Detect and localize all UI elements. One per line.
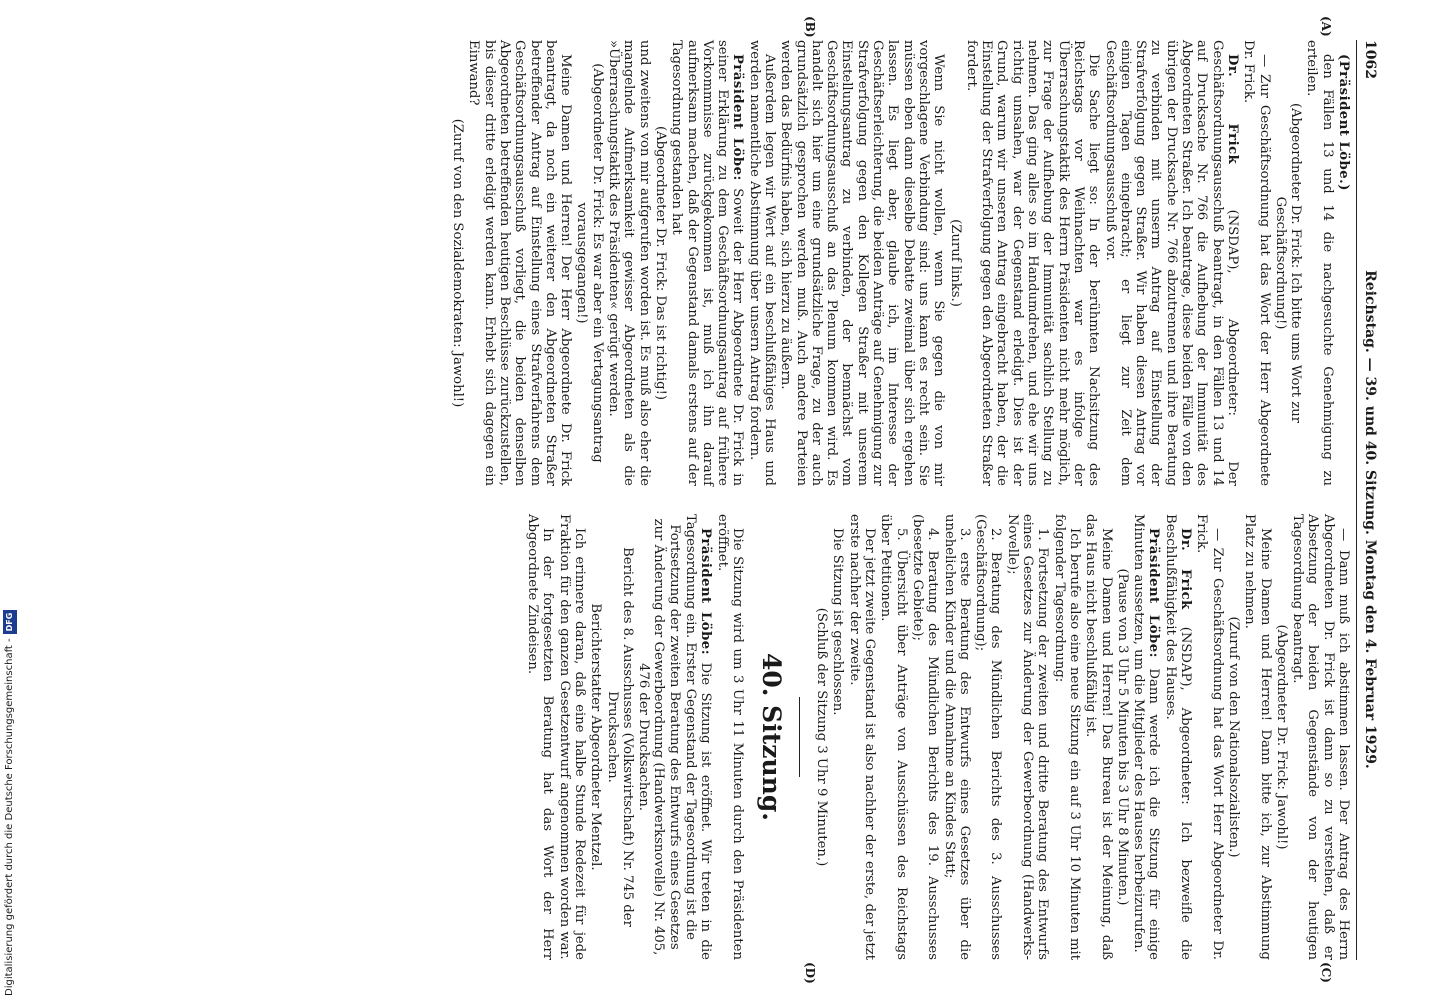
right-column-paragraph: Die Sitzung ist geschlossen.: [830, 528, 846, 716]
document-content: [137, 16, 1378, 984]
running-head-title: Reichstag. — 39. und 40. Sitzung. Montag den 4. Februar 1929.: [1362, 270, 1378, 769]
interjection: (Schluß der Sitzung 3 Uhr 9 Minuten.): [814, 607, 830, 867]
right-column-paragraph: Ich erinnere daran, daß eine halbe Stunde Redezeit für jede Fraktion für den ganzen Gesetzentwurf angenommen worden war.: [556, 514, 587, 960]
left-column-paragraph: Die Sache liegt so: In der berühmten Nachsitzung des Reichstags vor Weihnachten war es infolge der Überraschungstaktik des Herrn Präsidenten nicht mehr möglich, zur Frage der Aufhebung der Immunität sachlich Stellung zu nehmen. Das ging alles so im Handumdrehen, und ehe wir uns richtig umsahen, war der Gegenstand erledigt. Dies ist der Grund, warum wir unseren Antrag eingebracht haben, der die Einstellung der Strafverfolgung gegen den Abgeordneten Straßer fordert.: [963, 40, 1102, 486]
agenda-item: 3. erste Beratung des Entwurfs eines Gesetzes über die unehelichen Kinder und die Annahme an Kindes Statt;: [941, 514, 972, 960]
left-column-paragraph: Wenn Sie nicht wollen, wenn Sie gegen die von mir vorgeschlagene Verbindung sind: uns kann es recht sein. Sie müssen eben dann dieselbe Debatte zweimal über sich ergehen lassen. Es liegt aber, glaube ich, im Interesse der Geschäftserleichterung, die beiden Anträge auf Genehmigung zur Strafverfolgung gegen den Kollegen Straßer mit unserem Einstellungsantrag zu verbinden, der bemnächst vom Geschäftsordnungsausschuß an das Plenum kommen wird. Es handelt sich hier um eine grundsätzliche Frage, zu der auch grundsätzlich gesprochen werden muß. Auch andere Parteien werden das Bedürfnis haben, sich hierzu zu äußern.: [778, 40, 947, 486]
left-column-paragraph: — Zur Geschäftsordnung hat das Wort der Herr Abgeordnete Dr. Frick.: [1241, 40, 1272, 486]
interjection: (Zuruf von den Sozialdemokraten: Jawohl!): [450, 118, 466, 408]
margin-mark-b: (B): [803, 16, 817, 38]
interjection: (Abgeordneter Dr. Frick: Es war aber ein Vertagungsantrag vorausgegangen!): [574, 63, 605, 463]
left-column: [151, 40, 1351, 486]
speech-text: (NSDAP), Abgeordneter: Ich bezweifle die Beschlußfähigkeit des Hauses.: [1162, 514, 1194, 960]
right-column-paragraph: Meine Damen und Herren! Das Bureau ist der Meinung, daß das Haus nicht beschlußfähig ist.: [1083, 514, 1114, 960]
running-head: [1356, 40, 1377, 960]
right-column-paragraph: Meine Damen und Herren! Dann bitte ich, zur Abstimmung Platz zu nehmen.: [1242, 514, 1273, 960]
speech-paragraph: [1102, 40, 1240, 486]
speaker-name: Präsident Löbe:: [730, 54, 746, 181]
right-column-paragraph: Ich berufe also eine neue Sitzung ein auf 3 Uhr 10 Minuten mit folgender Tagesordnung:: [1051, 514, 1082, 960]
left-column-paragraph: Meine Damen und Herren! Der Herr Abgeordnete Dr. Frick beantragt, da noch ein weiterer den Abgeordneten Straßer betreffender Antrag auf Einstellung eines Strafverfahrens dem Geschäftsordnungsausschuß vorliegt, die beiden denselben Abgeordneten betreffenden heutigen Beschlüsse zurückzustellen, bis dieser dritte erledigt werden kann. Erhebt sich dagegen ein Einwand?: [466, 40, 574, 486]
interjection: Berichterstatter Abgeordneter Mentzel.: [588, 603, 604, 871]
speech-text: Dann werde ich die Sitzung für einige Minuten aussetzen, um die Mitglieder des Hauses herbeizurufen.: [1131, 514, 1162, 960]
interjection: Bericht des 8. Ausschusses (Volkswirtschaft) Nr. 745 der Drucksachen.: [604, 547, 635, 927]
speech-paragraph: [1162, 514, 1193, 960]
interjection: (Abgeordneter Dr. Frick: Ich bitte ums Wort zur Geschäftsordnung!): [1272, 102, 1304, 424]
section-divider: [799, 697, 800, 777]
dfg-logo: DFG: [3, 610, 17, 635]
agenda-item: 4. Beratung des Mündlichen Berichts des 19. Ausschusses (besetzte Gebiete);: [909, 514, 941, 960]
speaker-name: (Präsident Löbe.): [1336, 54, 1351, 191]
interjection: (Pause von 3 Uhr 5 Minuten bis 3 Uhr 8 Minuten.): [1114, 568, 1130, 906]
rotated-document-page: [117, 16, 1378, 984]
digitization-footer: [2, 606, 18, 996]
margin-mark-d: (D): [803, 962, 817, 984]
left-column-paragraph: den Fällen 13 und 14 die nachgesuchte Genehmigung zu erteilen.: [1304, 40, 1335, 486]
footer-credit-text: Digitalisierung gefördert durch die Deutsche Forschungsgemeinschaft -: [4, 638, 15, 996]
speaker-name: Präsident Löbe:: [1146, 528, 1162, 658]
speech-text: (NSDAP), Abgeordneter: Der Geschäftsordnungsausschuß beantragt, in den Fällen 13 und 14 auf Drucksache Nr. 766 die Aufhebung der Immunität des Abgeordneten Straßer. Ich beantrage, diese beiden Fälle von den übrigen der Drucksache Nr. 766 abzutrennen und ihre Beratung zu verbinden mit unserm Antrag auf Einstellung der Strafverfolgung gegen Straßer. Wir haben diesen Antrag vor einigen Tagen eingebracht; er liegt zur Zeit dem Geschäftsordnungsausschuß vor.: [1102, 40, 1240, 486]
interjection: (Zuruf links.): [947, 219, 963, 307]
speech-paragraph: [1131, 514, 1162, 960]
interjection: Fortsetzung der zweiten Beratung des Entwurfs eines Gesetzes zur Änderung der Gewerbeordnung (Handwerksnovelle) Nr. 405, 476 der Drucksachen.: [636, 518, 682, 956]
speech-paragraph: [1336, 40, 1351, 486]
speech-text: Soweit der Herr Abgeordnete Dr. Frick in seiner Erklärung zu dem Geschäftsordnungsantrag auf frühere Vorkommnisse zurückgekommen ist, muß ich ihn darauf aufmerksam machen, daß der Gegenstand damals erstens auf der Tagesordnung gestanden hat: [669, 40, 746, 486]
speaker-name: Dr. Frick: [1224, 54, 1240, 165]
right-column-paragraph: — Zur Geschäftsordnung hat das Wort Herr Abgeordneter Dr. Frick.: [1194, 514, 1225, 960]
right-column: [151, 514, 1351, 960]
sitting-heading: 40. Sitzung.: [756, 652, 786, 822]
page-number: 1062: [1362, 40, 1378, 79]
right-column-paragraph: In der fortgesetzten Beratung hat das Wort der Herr Abgeordnete Zindeisen.: [525, 514, 556, 960]
agenda-item: 2. Beratung des Mündlichen Berichts des 3. Ausschusses (Geschäftsordnung);: [973, 514, 1004, 960]
speaker-name: Dr. Frick: [1178, 528, 1194, 610]
right-column-paragraph: — Dann muß ich abstimmen lassen. Der Antrag des Herrn Abgeordneten Dr. Frick ist dann so zu verstehen, daß er Absetzung der beiden Gegenstände von der heutigen Tagesordnung beantragt.: [1290, 514, 1351, 960]
left-column-paragraph: und zweitens von mir aufgerufen worden ist. Es muß also eher die mangelnde Aufmerksamkeit gewisser Abgeordneten als die »Überraschungstaktik des Präsidenten« gerügt werden.: [606, 40, 652, 486]
agenda-item: 1. Fortsetzung der zweiten und dritte Beratung des Entwurfs eines Gesetzes zur Änderung der Gewerbeordnung (Handwerks-Novelle);: [1004, 514, 1051, 960]
right-column-paragraph: Der jetzt zweite Gegenstand ist also nachher der erste, der jetzt erste nachher der zweite.: [846, 514, 878, 960]
interjection: (Abgeordneter Dr. Frick: Jawohl!): [1273, 624, 1289, 850]
speaker-name: Präsident Löbe:: [698, 528, 714, 656]
speech-paragraph: [669, 40, 745, 486]
interjection: (Zuruf von den Nationalsozialisten.): [1225, 616, 1241, 858]
margin-mark-a: (A): [1319, 16, 1333, 37]
agenda-item: 5. Übersicht über Anträge von Ausschüssen des Reichstags über Petitionen.: [878, 514, 909, 960]
speech-text: Die Sitzung ist eröffnet. Wir treten in die Tagesordnung ein. Erster Gegenstand der Tagesordnung ist die: [683, 514, 714, 960]
interjection: (Abgeordneter Dr. Frick: Das ist richtig!): [652, 125, 668, 401]
left-column-paragraph: Außerdem legen wir Wert auf ein beschlußfähiges Haus und werden namentliche Abstimmung über unsern Antrag fordern.: [746, 40, 778, 486]
margin-mark-c: (C): [1319, 962, 1333, 983]
right-column-paragraph: Die Sitzung wird um 3 Uhr 11 Minuten durch den Präsidenten eröffnet.: [714, 514, 745, 960]
speech-paragraph: [683, 514, 714, 960]
footer-text-row: [2, 606, 18, 996]
